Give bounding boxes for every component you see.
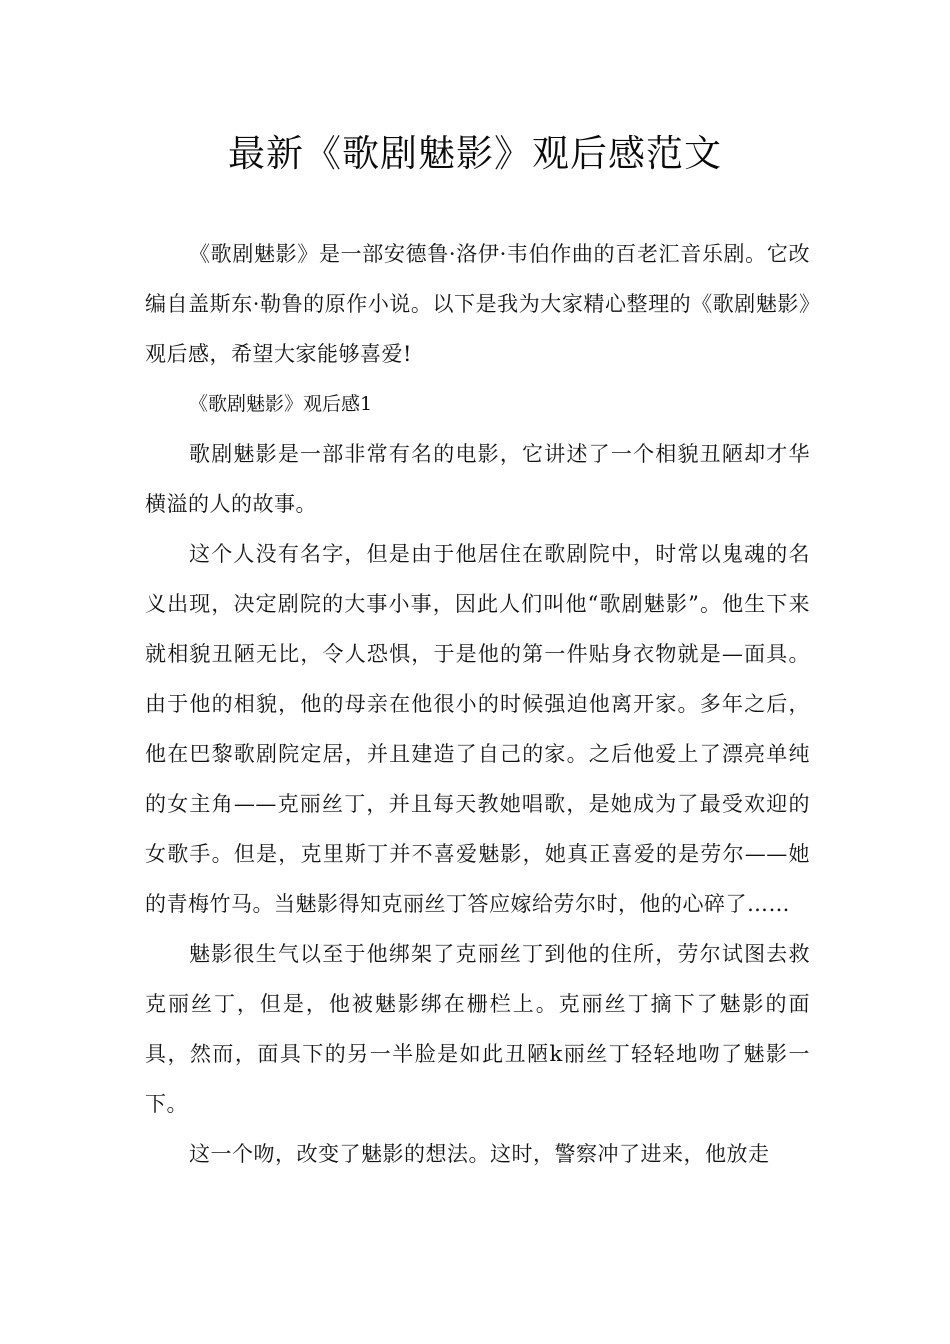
- body-paragraph: 这一个吻，改变了魅影的想法。这时，警察冲了进来，他放走: [189, 1142, 770, 1166]
- body-paragraph: 这个人没有名字，但是由于他居住在歌剧院中，时常以鬼魂的名义出现，决定剧院的大事小事，因此人们叫他“歌剧魅影”。他生下来就相貌丑陋无比，令人恐惧，于是他的第一件贴身衣物就是—面具。由于他的相貌，他的母亲在他很小的时候强迫他离开家。多年之后，他在巴黎歌剧院定居，并且建造了自己的家。之后他爱上了漂亮单纯的女主角——克丽丝丁，并且每天教她唱歌，是她成为了最受欢迎的女歌手。但是，克里斯丁并不喜爱魅影，她真正喜爱的是劳尔——她的青梅竹马。当魅影得知克丽丝丁答应嫁给劳尔时，他的心碎了……: [145, 542, 810, 916]
- document-title: 最新《歌剧魅影》观后感范文: [228, 132, 722, 175]
- document-body: [145, 229, 810, 1179]
- intro-paragraph: 《歌剧魅影》是一部安德鲁·洛伊·韦伯作曲的百老汇音乐剧。它改编自盖斯东·勒鲁的原作小说。以下是我为大家精心整理的《歌剧魅影》观后感，希望大家能够喜爱!: [145, 242, 810, 366]
- body-paragraph: 歌剧魅影是一部非常有名的电影，它讲述了一个相貌丑陋却才华横溢的人的故事。: [145, 442, 810, 516]
- section-heading: 《歌剧魅影》观后感1: [189, 393, 373, 415]
- body-paragraph: 魅影很生气以至于他绑架了克丽丝丁到他的住所，劳尔试图去救克丽丝丁，但是，他被魅影绑在栅栏上。克丽丝丁摘下了魅影的面具，然而，面具下的另一半脸是如此丑陋k丽丝丁轻轻地吻了魅影一下。: [145, 942, 810, 1116]
